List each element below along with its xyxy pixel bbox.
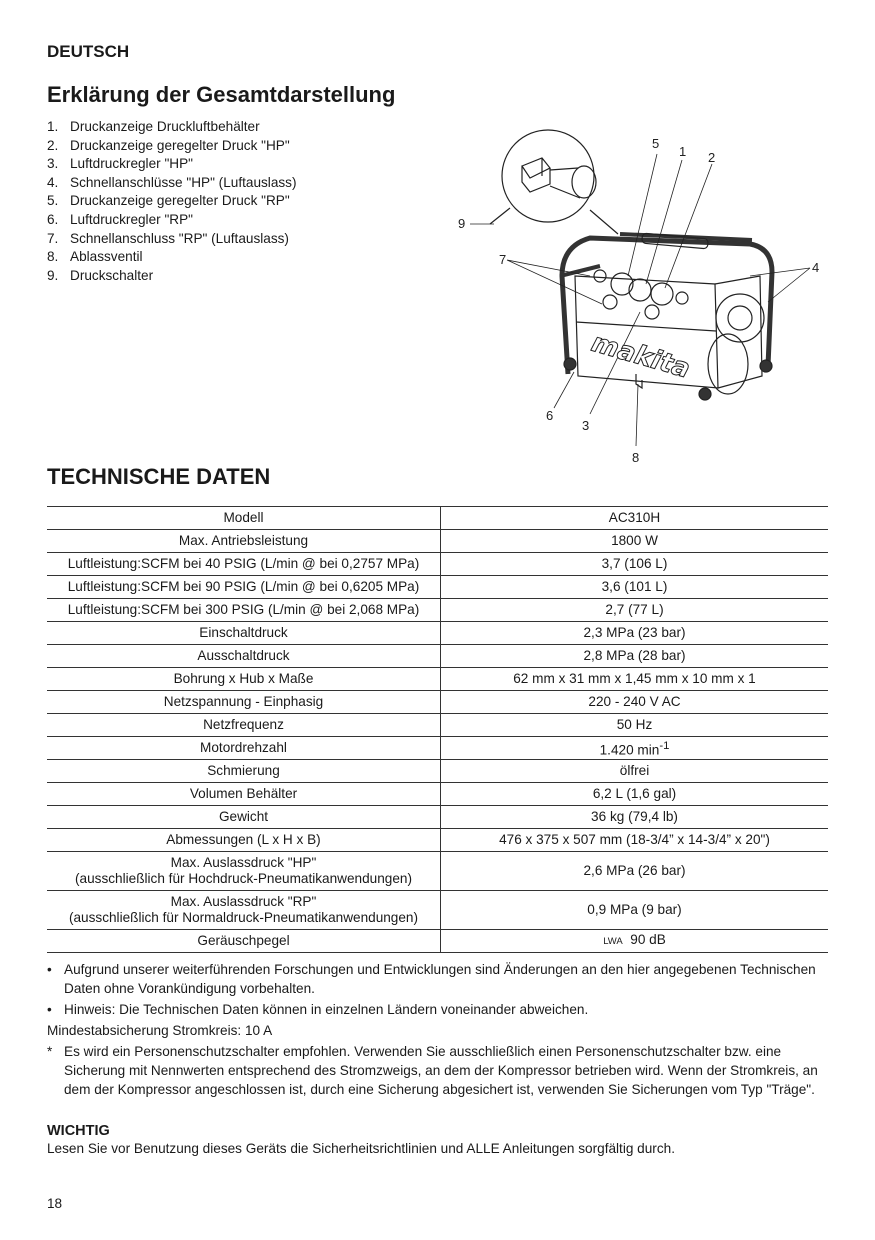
page-number: 18 <box>47 1196 63 1211</box>
table-row: Max. Auslassdruck "RP" (ausschließlich für Normaldruck-Pneumatikanwendungen) 0,9 MPa (9 bar) <box>47 891 828 930</box>
legend-item: 7. Schnellanschluss "RP" (Luftauslass) <box>47 230 289 246</box>
legend-item: 5. Druckanzeige geregelter Druck "RP" <box>47 193 290 209</box>
compressor-illustration <box>450 126 840 466</box>
table-row: Geräuschpegel LWA 90 dB <box>47 930 828 953</box>
parts-legend <box>47 118 297 285</box>
callout-3: 3 <box>582 418 590 433</box>
important-heading: WICHTIG <box>47 1123 110 1139</box>
language-header: DEUTSCH <box>47 42 130 61</box>
notes-section <box>47 960 827 1101</box>
pressure-switch-icon <box>522 158 550 192</box>
overview-title: Erklärung der Gesamtdarstellung <box>47 82 396 107</box>
rp-pressure-gauge <box>651 283 673 305</box>
table-row: Modell AC310H <box>47 507 828 530</box>
note-footnote: * Es wird ein Personenschutzschalter empfohlen. Verwenden Sie ausschließlich einen Personenschutzschalter bzw. eine Sicherung mit Nennwerten entsprechend des Stromzweigs, an dem der Kompressor betrieben wird. Wenn der Stromkreis, an dem der Kompressor angeschlossen ist, durch eine Sicherung abgesichert ist, verwenden Sie Sicherungen vom Typ "Träge". <box>47 1044 818 1097</box>
table-row: Luftleistung:SCFM bei 300 PSIG (L/min @ bei 2,068 MPa) 2,7 (77 L) <box>47 599 828 622</box>
legend-item: 1. Druckanzeige Druckluftbehälter <box>47 119 260 134</box>
legend-item: 2. Druckanzeige geregelter Druck "HP" <box>47 137 290 153</box>
callout-5: 5 <box>652 136 660 151</box>
table-row: Gewicht 36 kg (79,4 lb) <box>47 806 828 829</box>
table-row: Max. Auslassdruck "HP" (ausschließlich für Hochdruck-Pneumatikanwendungen) 2,6 MPa (26 bar) <box>47 852 828 891</box>
table-row: Netzspannung - Einphasig 220 - 240 V AC <box>47 691 828 714</box>
specs-title: TECHNISCHE DATEN <box>47 464 271 489</box>
table-row: Motordrehzahl 1.420 $\min^{-1}$ <box>47 737 828 760</box>
table-row: Bohrung x Hub x Maße 62 mm x 31 mm x 1,45 mm x 10 mm x 1 <box>47 668 828 691</box>
important-text: Lesen Sie vor Benutzung dieses Geräts die Sicherheitsrichtlinien und ALLE Anleitungen sorgfältig durch. <box>47 1141 675 1156</box>
legend-item: 3. Luftdruckregler "HP" <box>47 156 193 172</box>
table-row: Max. Antriebsleistung 1800 W <box>47 530 828 553</box>
table-row: Volumen Behälter 6,2 L (1,6 gal) <box>47 783 828 806</box>
note-item: • Aufgrund unserer weiterführenden Forschungen und Entwicklungen sind Änderungen an den hier angegebenen Technischen Daten ohne Vorankündigung vorbehalten. <box>47 962 816 996</box>
callout-4: 4 <box>812 260 820 275</box>
callout-8: 8 <box>632 450 640 465</box>
note-item: • Hinweis: Die Technischen Daten können in einzelnen Ländern voneinander abweichen. <box>47 1002 589 1017</box>
callout-9: 9 <box>458 216 466 231</box>
specs-table <box>47 506 828 953</box>
table-row: Schmierung ölfrei <box>47 760 828 783</box>
switch-knob <box>572 166 596 198</box>
callout-1: 1 <box>679 144 687 159</box>
hp-pressure-gauge <box>629 279 651 301</box>
legend-item: 8. Ablassventil <box>47 249 143 265</box>
table-row: Luftleistung:SCFM bei 90 PSIG (L/min @ bei 0,6205 MPa) 3,6 (101 L) <box>47 576 828 599</box>
table-row: Einschaltdruck 2,3 MPa (23 bar) <box>47 622 828 645</box>
note-fuse: Mindestabsicherung Stromkreis: 10 A <box>47 1023 273 1038</box>
zoom-circle <box>502 130 594 222</box>
table-row: Abmessungen (L x H x B) 476 x 375 x 507 mm (18-3/4” x 14-3/4” x 20") <box>47 829 828 852</box>
legend-item: 6. Luftdruckregler "RP" <box>47 211 193 227</box>
table-row: Ausschaltdruck 2,8 MPa (28 bar) <box>47 645 828 668</box>
callout-2: 2 <box>708 150 716 165</box>
callout-7: 7 <box>499 252 507 267</box>
brand-logo: makita <box>588 327 694 385</box>
callout-6: 6 <box>546 408 554 423</box>
legend-item: 9. Druckschalter <box>47 267 154 283</box>
table-row: Luftleistung:SCFM bei 40 PSIG (L/min @ bei 0,2757 MPa) 3,7 (106 L) <box>47 553 828 576</box>
table-row: Netzfrequenz 50 Hz <box>47 714 828 737</box>
legend-item: 4. Schnellanschlüsse "HP" (Luftauslass) <box>47 174 297 190</box>
